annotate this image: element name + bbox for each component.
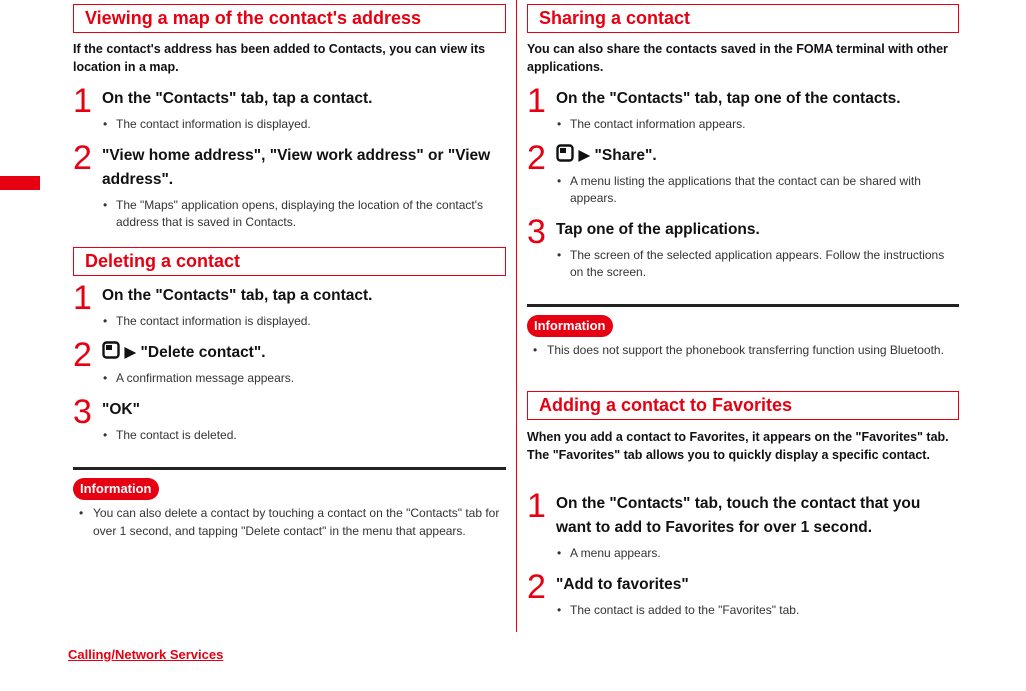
step-title: On the "Contacts" tab, touch the contact that you want to add to Favorites for over 1 second. — [556, 495, 921, 536]
step-note: • A menu listing the applications that the contact can be shared with appears. — [556, 173, 959, 207]
step-number: 1 — [73, 82, 92, 120]
step-title-text: "Delete contact". — [140, 344, 266, 361]
information-rule — [73, 467, 506, 470]
step-note: • The contact information is displayed. — [102, 116, 506, 133]
step-number: 3 — [527, 213, 546, 251]
step-number: 2 — [73, 336, 92, 374]
information-badge: Information — [527, 315, 613, 337]
step-number: 2 — [527, 568, 546, 606]
menu-key-icon — [556, 144, 574, 170]
section-title-share: Sharing a contact — [527, 4, 959, 33]
information-text: • This does not support the phonebook transferring function using Bluetooth. — [527, 341, 959, 359]
step-title: "View home address", "View work address" or "View address". — [102, 147, 491, 188]
step-title: "Add to favorites" — [556, 576, 689, 593]
step-number: 2 — [73, 139, 92, 177]
footer-chapter-link[interactable]: Calling/Network Services — [68, 647, 224, 662]
step-title — [556, 144, 959, 170]
step-note: • The "Maps" application opens, displaying the location of the contact's address that is saved in Contacts. — [102, 197, 506, 231]
column-divider — [516, 0, 517, 632]
right-triangle-icon: ▶ — [578, 147, 591, 164]
step-title — [102, 341, 506, 367]
step-note: • The contact information appears. — [556, 116, 959, 133]
step-title: "OK" — [102, 401, 140, 418]
step-note: • The screen of the selected application appears. Follow the instructions on the screen. — [556, 247, 959, 281]
step-number: 1 — [527, 487, 546, 525]
step-title: On the "Contacts" tab, tap a contact. — [102, 90, 373, 107]
step-note: • The contact is deleted. — [102, 427, 506, 444]
step-title: On the "Contacts" tab, tap a contact. — [102, 287, 373, 304]
information-badge: Information — [73, 478, 159, 500]
menu-key-icon — [102, 341, 120, 367]
section-intro-map: If the contact's address has been added to Contacts, you can view its location in a map. — [73, 42, 486, 74]
step-number: 1 — [527, 82, 546, 120]
section-title-delete: Deleting a contact — [73, 247, 506, 276]
information-rule — [527, 304, 959, 307]
step-number: 2 — [527, 139, 546, 177]
step-title-text: "Share". — [594, 147, 657, 164]
step-note: • The contact is added to the "Favorites" tab. — [556, 602, 959, 619]
information-text: • You can also delete a contact by touching a contact on the "Contacts" tab for over 1 second, and tapping "Delete contact" in the menu that appears. — [73, 504, 506, 540]
section-title-favorites: Adding a contact to Favorites — [527, 391, 959, 420]
step-note: • The contact information is displayed. — [102, 313, 506, 330]
step-number: 1 — [73, 279, 92, 317]
section-intro-share: You can also share the contacts saved in the FOMA terminal with other applications. — [527, 42, 948, 74]
step-note: • A confirmation message appears. — [102, 370, 506, 387]
step-number: 3 — [73, 393, 92, 431]
section-intro-favorites: When you add a contact to Favorites, it appears on the "Favorites" tab. The "Favorites" tab allows you to quickly display a specific contact. — [527, 430, 949, 462]
section-title-map: Viewing a map of the contact's address — [73, 4, 506, 33]
chapter-side-tab — [0, 176, 40, 190]
step-title: On the "Contacts" tab, tap one of the contacts. — [556, 90, 901, 107]
step-title: Tap one of the applications. — [556, 221, 760, 238]
step-note: • A menu appears. — [556, 545, 959, 562]
right-triangle-icon: ▶ — [124, 344, 137, 361]
